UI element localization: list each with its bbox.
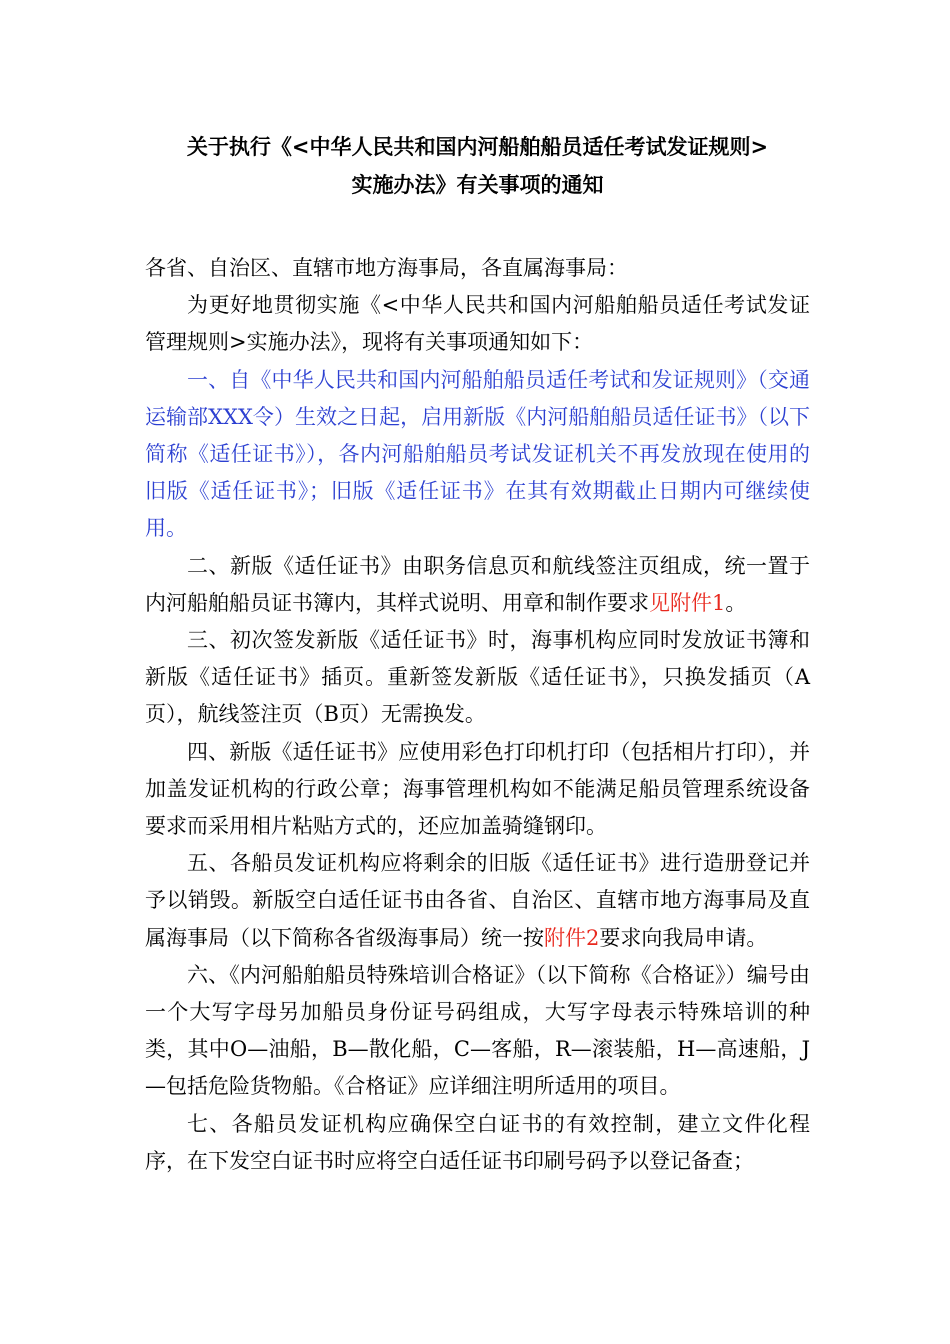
title-line-1: 关于执行《<中华人民共和国内河船舶船员适任考试发证规则> (186, 135, 769, 159)
attachment-1-link[interactable]: 见附件1 (649, 590, 726, 615)
item-6-paragraph: 六、《内河船舶船员特殊培训合格证》（以下简称《合格证》）编号由一个大写字母另加船员身份证号码组成，大写字母表示特殊培训的种类，其中O—油船，B—散化船，C—客船，R—滚装船，H—高速船，J—包括危险货物船。《合格证》应详细注明所适用的项目。 (145, 962, 810, 1099)
item-5-end: 要求向我局申请。 (599, 925, 768, 950)
document-title (145, 128, 810, 204)
item-3-paragraph: 三、初次签发新版《适任证书》时，海事机构应同时发放证书簿和新版《适任证书》插页。重新签发新版《适任证书》，只换发插页（A页），航线签注页（B页）无需换发。 (145, 628, 810, 727)
item-5-paragraph (145, 845, 810, 957)
item-2-end: 。 (725, 590, 747, 615)
item-7-paragraph: 七、各船员发证机构应确保空白证书的有效控制，建立文件化程序，在下发空白证书时应将空白适任证书印刷号码予以登记备查； (145, 1111, 810, 1173)
item-4-paragraph: 四、新版《适任证书》应使用彩色打印机打印（包括相片打印），并加盖发证机构的行政公章；海事管理机构如不能满足船员管理系统设备要求而采用相片粘贴方式的，还应加盖骑缝钢印。 (145, 739, 810, 839)
salutation: 各省、自治区、直辖市地方海事局，各直属海事局： (145, 256, 628, 280)
document-page (145, 128, 810, 1180)
title-line-2: 实施办法》有关事项的通知 (351, 173, 604, 197)
intro-paragraph: 为更好地贯彻实施《<中华人民共和国内河船舶船员适任考试发证管理规则>实施办法》，现将有关事项通知如下： (145, 293, 810, 355)
item-2-paragraph (145, 548, 810, 622)
item-2-text: 二、新版《适任证书》由职务信息页和航线签注页组成，统一置于内河船舶船员证书簿内，其样式说明、用章和制作要求 (145, 553, 810, 615)
item-1-paragraph: 一、自《中华人民共和国内河船舶船员适任考试和发证规则》（交通运输部XXX令）生效之日起，启用新版《内河船舶船员适任证书》（以下简称《适任证书》），各内河船舶船员考试发证机关不再发放现在使用的旧版《适任证书》；旧版《适任证书》在其有效期截止日期内可继续使用。 (145, 367, 810, 541)
document-body (145, 250, 810, 1180)
item-5-text: 五、各船员发证机构应将剩余的旧版《适任证书》进行造册登记并予以销毁。新版空白适任证书由各省、自治区、直辖市地方海事局及直属海事局（以下简称各省级海事局）统一按 (145, 851, 810, 950)
attachment-2-link[interactable]: 附件2 (544, 925, 600, 950)
